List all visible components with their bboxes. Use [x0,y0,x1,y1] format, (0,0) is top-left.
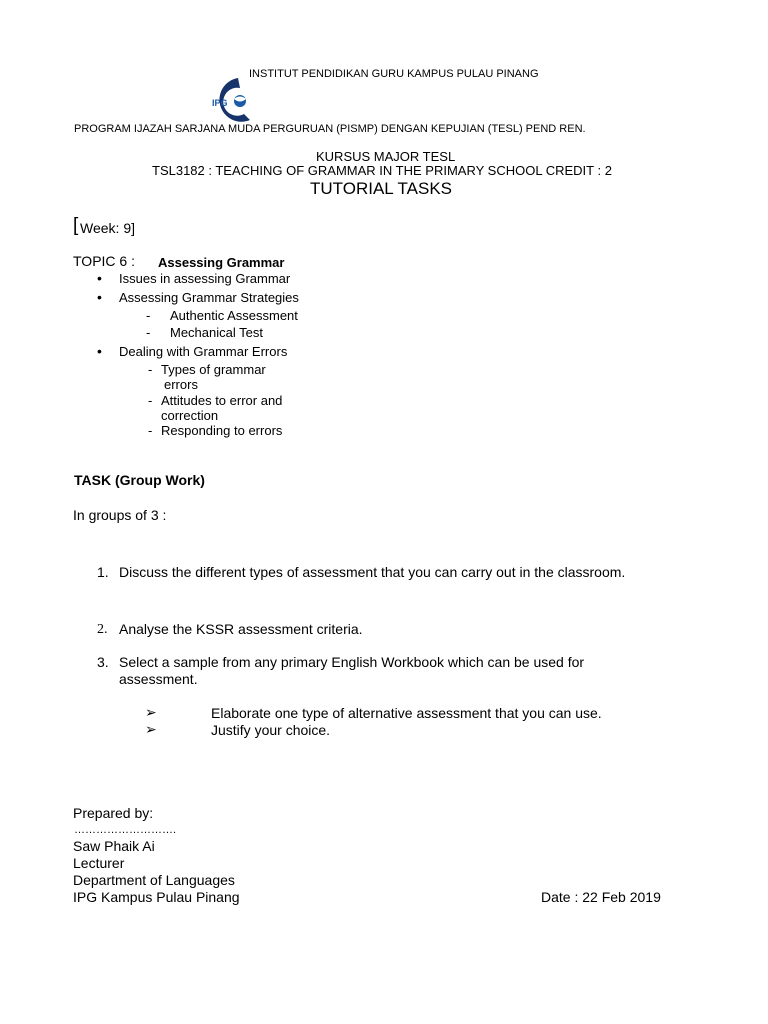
campus: IPG Kampus Pulau Pinang [73,889,240,905]
task-intro: In groups of 3 : [73,507,167,523]
task-subpoint-1: Elaborate one type of alternative assessment that you can use. [211,705,602,721]
ipg-logo [210,76,254,126]
topic-label: TOPIC 6 : [73,253,135,269]
bullet-dot: • [97,289,102,305]
week-label: Week: 9] [80,220,135,236]
bullet-dot: • [97,270,102,286]
task-item-2-number: 2. [97,622,108,637]
svg-text:IPG: IPG [212,98,228,108]
author-role: Lecturer [73,855,125,871]
dash: - [148,393,153,408]
arrow-bullet-icon: ➢ [145,721,157,737]
author-name: Saw Phaik Ai [73,838,155,854]
course-code: TSL3182 : TEACHING OF GRAMMAR IN THE PRIMARY SCHOOL CREDIT : 2 [152,163,612,178]
course-major: KURSUS MAJOR TESL [316,149,456,164]
week-bracket: [ [73,215,79,236]
topic-sub-attitudes-1: Attitudes to error and [161,393,283,408]
task-item-1: Discuss the different types of assessment that you can carry out in the classroom. [119,564,626,580]
topic-sub-mechanical: Mechanical Test [170,325,263,340]
task-subpoint-2: Justify your choice. [211,722,331,738]
topic-bullet-3: Dealing with Grammar Errors [119,344,288,359]
topic-name: Assessing Grammar [158,255,285,270]
task-item-3-line2: assessment. [119,671,198,687]
signature-dots: ………………………. [74,824,177,836]
dash: - [148,362,153,377]
prepared-by: Prepared by: [73,805,154,821]
topic-sub-types-1: Types of grammar [161,362,266,377]
topic-sub-attitudes-2: correction [161,408,219,423]
page-title: TUTORIAL TASKS [310,179,453,198]
dash: - [146,308,151,323]
topic-sub-types-2: errors [164,377,198,392]
institute-name: INSTITUT PENDIDIKAN GURU KAMPUS PULAU PINANG [249,68,539,80]
dash: - [148,423,153,438]
topic-bullet-1: Issues in assessing Grammar [119,271,291,286]
task-item-3-number: 3. [97,654,109,670]
task-heading: TASK (Group Work) [74,472,205,488]
arrow-bullet-icon: ➢ [145,704,157,720]
dash: - [146,325,151,340]
task-item-3-line1: Select a sample from any primary English Workbook which can be used for [119,654,585,670]
topic-sub-responding: Responding to errors [161,423,283,438]
topic-sub-authentic: Authentic Assessment [170,308,298,323]
task-item-1-number: 1. [97,564,109,580]
date: Date : 22 Feb 2019 [541,889,661,905]
bullet-dot: • [97,343,102,359]
task-item-2: Analyse the KSSR assessment criteria. [119,621,363,637]
department: Department of Languages [73,872,235,888]
topic-bullet-2: Assessing Grammar Strategies [119,290,299,305]
program-name: PROGRAM IJAZAH SARJANA MUDA PERGURUAN (PISMP) DENGAN KEPUJIAN (TESL) PEND REN. [74,123,586,135]
